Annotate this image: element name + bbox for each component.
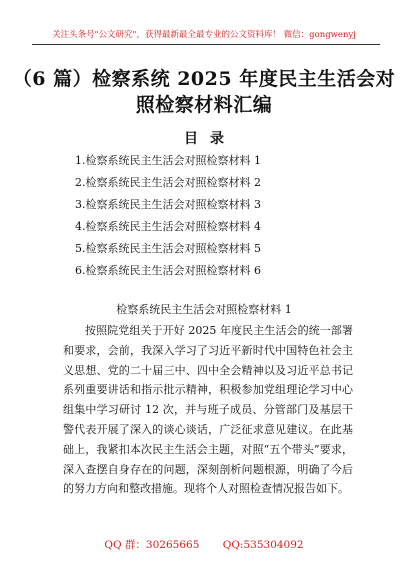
toc-item-2[interactable]: 2.检察系统民主生活会对照检察材料 2: [75, 176, 261, 189]
toc-item-6[interactable]: 6.检察系统民主生活会对照检察材料 6: [75, 264, 261, 277]
table-of-contents: [75, 150, 261, 282]
footer-qq-number: QQ:535304092: [222, 539, 304, 551]
footer-qq-group: QQ 群：30265665: [104, 539, 200, 551]
section-title: 检察系统民主生活会对照检察材料 1: [116, 303, 292, 316]
document-title-line-2: 照检察材料汇编: [135, 94, 273, 116]
header-divider: [32, 44, 380, 45]
toc-item-4[interactable]: 4.检察系统民主生活会对照检察材料 4: [75, 220, 261, 233]
toc-item-1[interactable]: 1.检察系统民主生活会对照检察材料 1: [75, 154, 261, 167]
footer-contact: [0, 537, 408, 552]
document-title-line-1: （6 篇）检察系统 2025 年度民主生活会对: [12, 68, 396, 90]
header-banner: 关注头条号"公文研究"，获得最新最全最专业的公文资料库！ 微信：gongwenyj: [52, 30, 356, 40]
toc-heading: 目录: [184, 131, 236, 147]
toc-item-5[interactable]: 5.检察系统民主生活会对照检察材料 5: [75, 242, 261, 255]
toc-item-3[interactable]: 3.检察系统民主生活会对照检察材料 3: [75, 198, 261, 211]
body-paragraph: 按照院党组关于开好 2025 年度民主生活会的统一部署和要求，会前，我深入学习了习近平新时代中国特色社会主义思想、党的二十届三中、四中全会精神以及习近平总书记系列重要讲话和指示批示精神，积极参加党组理论学习中心组集中学习研讨 12 次，并与班子成员、分管部门及基层干警代表开展了深入的谈心谈话，广泛征求意见建议。在此基础上，我紧扣本次民主生活会主题，对照“五个带头”要求，深入查摆自身存在的问题，深刻剖析问题根源，明确了今后的努力方向和整改措施。现将个人对照检查情况报告如下。: [63, 324, 353, 496]
